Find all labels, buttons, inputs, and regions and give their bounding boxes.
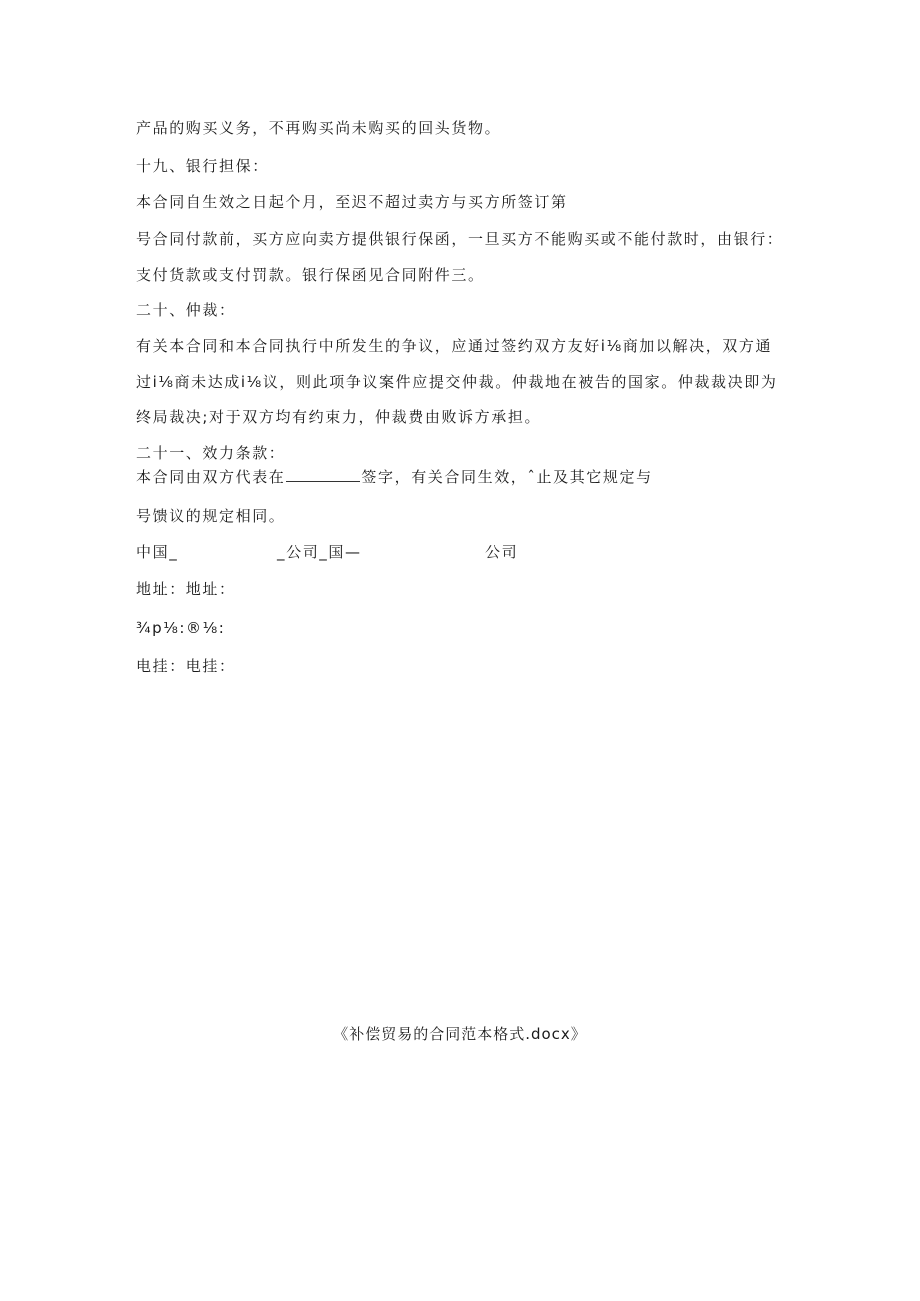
paragraph-line: 本合同自生效之日起个月，至迟不超过卖方与买方所签订第 <box>136 193 568 211</box>
section-heading-arbitration: 二十、仲裁： <box>136 301 236 319</box>
paragraph-line: 号馈议的规定相同。 <box>136 507 286 525</box>
effect-clause-text: 本合同由双方代表在 <box>136 468 286 486</box>
signature-line <box>136 542 536 562</box>
paragraph-line: 终局裁决;对于双方均有约束力，仲裁费由败诉方承担。 <box>136 408 542 426</box>
signing-blank <box>286 467 360 482</box>
paragraph-line: 支付货款或支付罚款。银行保函见合同附件三。 <box>136 266 485 284</box>
address-line: 地址：地址： <box>136 580 236 598</box>
document-filename-footer: 《补偿贸易的合同范本格式.docx》 <box>333 1025 587 1043</box>
signature-china-company: 中国_ <box>136 543 179 561</box>
section-heading-effect: 二十一、效力条款： <box>136 444 286 462</box>
garbled-line: ¾p⅛:®⅛: <box>136 619 226 637</box>
section-heading-bank-guarantee: 十九、银行担保： <box>136 157 269 175</box>
phone-line: 电挂：电挂： <box>136 657 236 675</box>
effect-clause-text: 签字，有关合同生效，ˆ止及其它规定与 <box>361 468 653 486</box>
effect-clause-line <box>136 467 653 487</box>
signature-foreign-country: _公司_国— <box>277 543 362 561</box>
paragraph-line: 过i⅛商未达成i⅛议，则此项争议案件应提交仲裁。仲裁地在被告的国家。仲裁裁决即为 <box>136 373 778 391</box>
paragraph-line: 产品的购买义务，不再购买尚未购买的回头货物。 <box>136 119 502 137</box>
paragraph-line: 有关本合同和本合同执行中所发生的争议，应通过签约双方友好i⅛商加以解决，双方通 <box>136 337 773 355</box>
paragraph-line: 号合同付款前，买方应向卖方提供银行保函，一旦买方不能购买或不能付款时，由银行： <box>136 230 784 248</box>
signature-foreign-company: 公司 <box>485 543 519 561</box>
